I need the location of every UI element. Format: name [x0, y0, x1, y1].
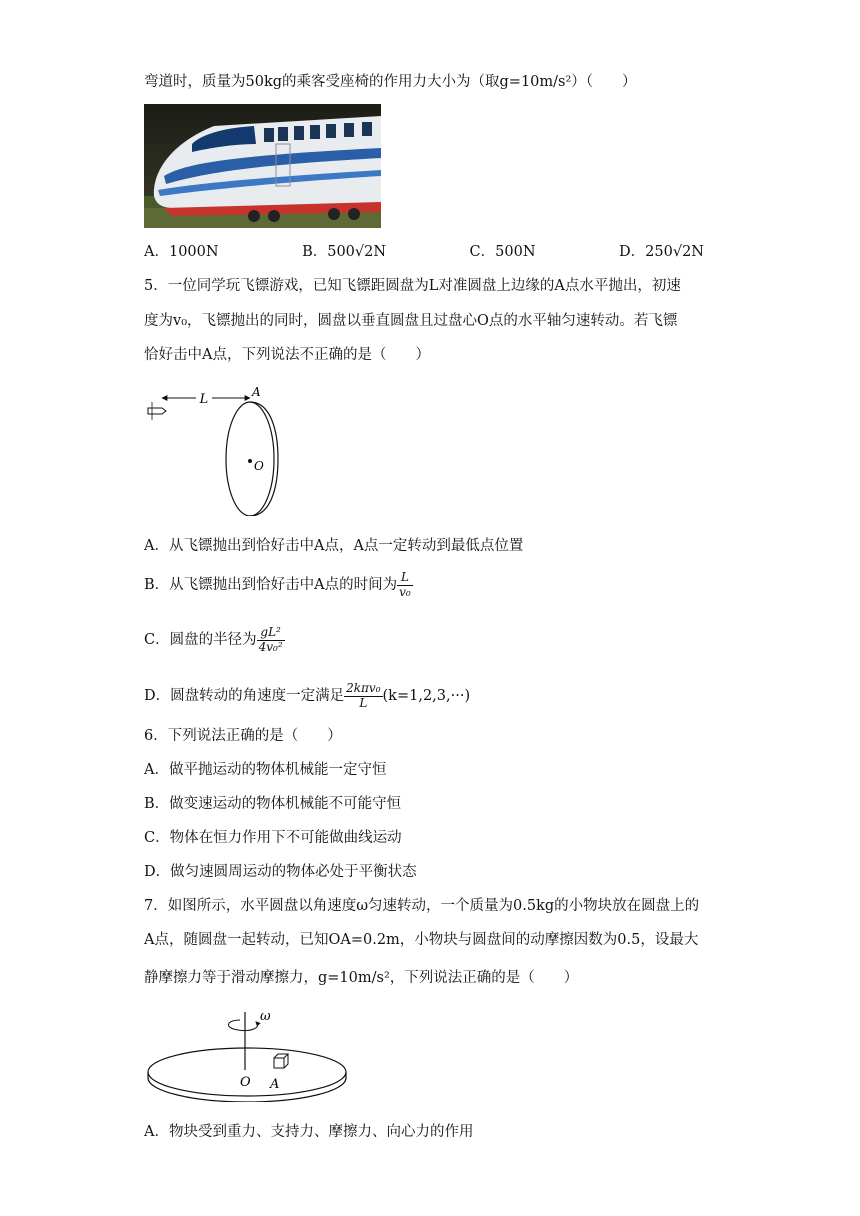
q4-option-d: D．250√2N [619, 244, 704, 260]
q5-option-a: A．从飞镖抛出到恰好击中A点，A点一定转动到最低点位置 [144, 538, 524, 554]
train-photo [144, 104, 381, 228]
q6-option-c: C．物体在恒力作用下不可能做曲线运动 [144, 830, 402, 846]
dart-icon [148, 408, 166, 414]
fig5-label-a: A [252, 385, 261, 399]
q5-option-c: C．圆盘的半径为 $\frac{\text{gL²}}{\text{4v₀²}}$ [144, 625, 283, 654]
q7-stem-line-3: 静摩擦力等于滑动摩擦力，g=10m/s²，下列说法正确的是（ ） [144, 970, 579, 986]
rotating-disc-figure [146, 1006, 352, 1102]
q4-option-c: C．500N [469, 244, 536, 260]
q5-stem-line-1: 5．一位同学玩飞镖游戏，已知飞镖距圆盘为L对准圆盘上边缘的A点水平抛出，初速 [144, 278, 681, 294]
q4-option-b: B．500√2N [302, 244, 387, 260]
q4-options [144, 242, 704, 262]
fig7-label-a: A [270, 1077, 280, 1092]
q6-option-b: B．做变速运动的物体机械能不可能守恒 [144, 796, 402, 812]
q4-stem-tail: 弯道时，质量为50kg的乘客受座椅的作用力大小为（取g=10m/s²）（ ） [144, 74, 637, 90]
q6-option-a: A．做平抛运动的物体机械能一定守恒 [144, 762, 387, 778]
fig7-label-omega: ω [260, 1009, 271, 1024]
q5-stem-line-2: 度为v₀，飞镖抛出的同时，圆盘以垂直圆盘且过盘心O点的水平轴匀速转动。若飞镖 [144, 313, 678, 329]
q6-option-d: D．做匀速圆周运动的物体必处于平衡状态 [144, 864, 417, 880]
dart-disc-figure [144, 384, 294, 516]
fig5-label-o: O [254, 459, 264, 473]
q4-option-a: A．1000N [144, 244, 219, 260]
q7-stem-line-2: A点，随圆盘一起转动，已知OA=0.2m，小物块与圆盘间的动摩擦因数为0.5，设最大 [144, 932, 699, 948]
fig7-label-o: O [240, 1075, 251, 1090]
q7-option-a: A．物块受到重力、支持力、摩擦力、向心力的作用 [144, 1124, 474, 1140]
q6-stem: 6．下列说法正确的是（ ） [144, 728, 342, 744]
q7-stem-line-1: 7．如图所示，水平圆盘以角速度ω匀速转动，一个质量为0.5kg的小物块放在圆盘上的 [144, 898, 700, 914]
q5-option-b: B．从飞镖抛出到恰好击中A点的时间为 $\frac{L}{\text{v₀}}$ [144, 570, 411, 599]
q5-option-d: D．圆盘转动的角速度一定满足 $\frac{\text{2kπv₀}}{L}$ (k=1,2,3,···) [144, 681, 471, 710]
q5-stem-line-3: 恰好击中A点，下列说法不正确的是（ ） [144, 347, 430, 363]
fig5-label-l: L [199, 392, 209, 407]
